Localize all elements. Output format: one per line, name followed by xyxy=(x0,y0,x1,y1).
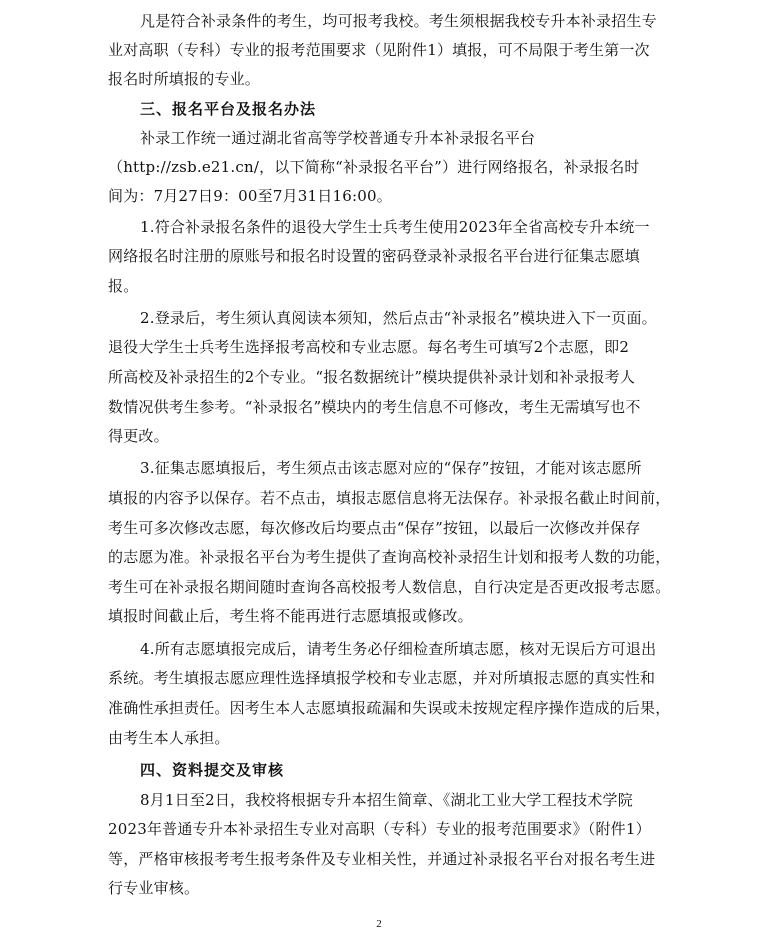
text-line: 数情况供考生参考。“补录报名”模块内的考生信息不可修改，考生无需填写也不 xyxy=(108,398,641,416)
text-line: （http://zsb.e21.cn/，以下简称“补录报名平台”）进行网络报名，补录报名时 xyxy=(108,158,640,176)
section-heading: 三、报名平台及报名办法 xyxy=(140,100,317,118)
text-line: 的志愿为准。补录报名平台为考生提供了查询高校补录招生计划和报考人数的功能， xyxy=(108,548,671,566)
text-line: 行专业审核。 xyxy=(108,879,200,897)
text-line: 1.符合补录报名条件的退役大学生士兵考生使用2023年全省高校专升本统一 xyxy=(140,218,650,236)
text-line: 网络报名时注册的原账号和报名时设置的密码登录补录报名平台进行征集志愿填 xyxy=(108,247,641,265)
text-line: 填报时间截止后，考生将不能再进行志愿填报或修改。 xyxy=(108,607,473,625)
text-line: 准确性承担责任。因考生本人志愿填报疏漏和失误或未按规定程序操作造成的后果， xyxy=(108,699,671,717)
text-line: 得更改。 xyxy=(108,427,169,445)
text-line: 间为：7月27日9：00至7月31日16:00。 xyxy=(108,187,392,205)
text-line: 考生可多次修改志愿，每次修改后均要点击“保存”按钮，以最后一次修改并保存 xyxy=(108,519,641,537)
text-line: 所高校及补录招生的2个专业。“报名数据统计”模块提供补录计划和补录报考人 xyxy=(108,368,636,386)
text-line: 由考生本人承担。 xyxy=(108,729,230,747)
text-line: 8月1日至2日，我校将根据专升本招生简章、《湖北工业大学工程技术学院 xyxy=(140,791,633,809)
text-line: 3.征集志愿填报后，考生须点击该志愿对应的“保存”按钮，才能对该志愿所 xyxy=(140,459,642,477)
text-line: 报名时所填报的专业。 xyxy=(108,70,261,88)
text-line: 退役大学生士兵考生选择报考高校和专业志愿。每名考生可填写2个志愿，即2 xyxy=(108,338,630,356)
section-heading: 四、资料提交及审核 xyxy=(140,761,285,779)
text-line: 系统。考生填报志愿应理性选择填报学校和专业志愿，并对所填报志愿的真实性和 xyxy=(108,669,656,687)
text-line: 2.登录后，考生须认真阅读本须知，然后点击“补录报名”模块进入下一页面。 xyxy=(140,309,657,327)
page-number: 2 xyxy=(376,918,382,930)
text-line: 2023年普通专升本补录招生专业对高职（专科）专业的报考范围要求》（附件1） xyxy=(108,820,651,838)
text-line: 报。 xyxy=(108,277,139,295)
text-line: 凡是符合补录条件的考生，均可报考我校。考生须根据我校专升本补录招生专 xyxy=(140,12,657,30)
text-line: 补录工作统一通过湖北省高等学校普通专升本补录报名平台 xyxy=(140,129,536,147)
text-line: 考生可在补录报名期间随时查询各高校报考人数信息，自行决定是否更改报考志愿。 xyxy=(108,578,671,596)
text-line: 填报的内容予以保存。若不点击，填报志愿信息将无法保存。补录报名截止时间前， xyxy=(108,489,671,507)
text-line: 等，严格审核报考考生报考条件及专业相关性，并通过补录报名平台对报名考生进 xyxy=(108,850,656,868)
text-line: 业对高职（专科）专业的报考范围要求（见附件1）填报，可不局限于考生第一次 xyxy=(108,41,650,59)
text-line: 4.所有志愿填报完成后，请考生务必仔细检查所填志愿，核对无误后方可退出 xyxy=(140,640,657,658)
